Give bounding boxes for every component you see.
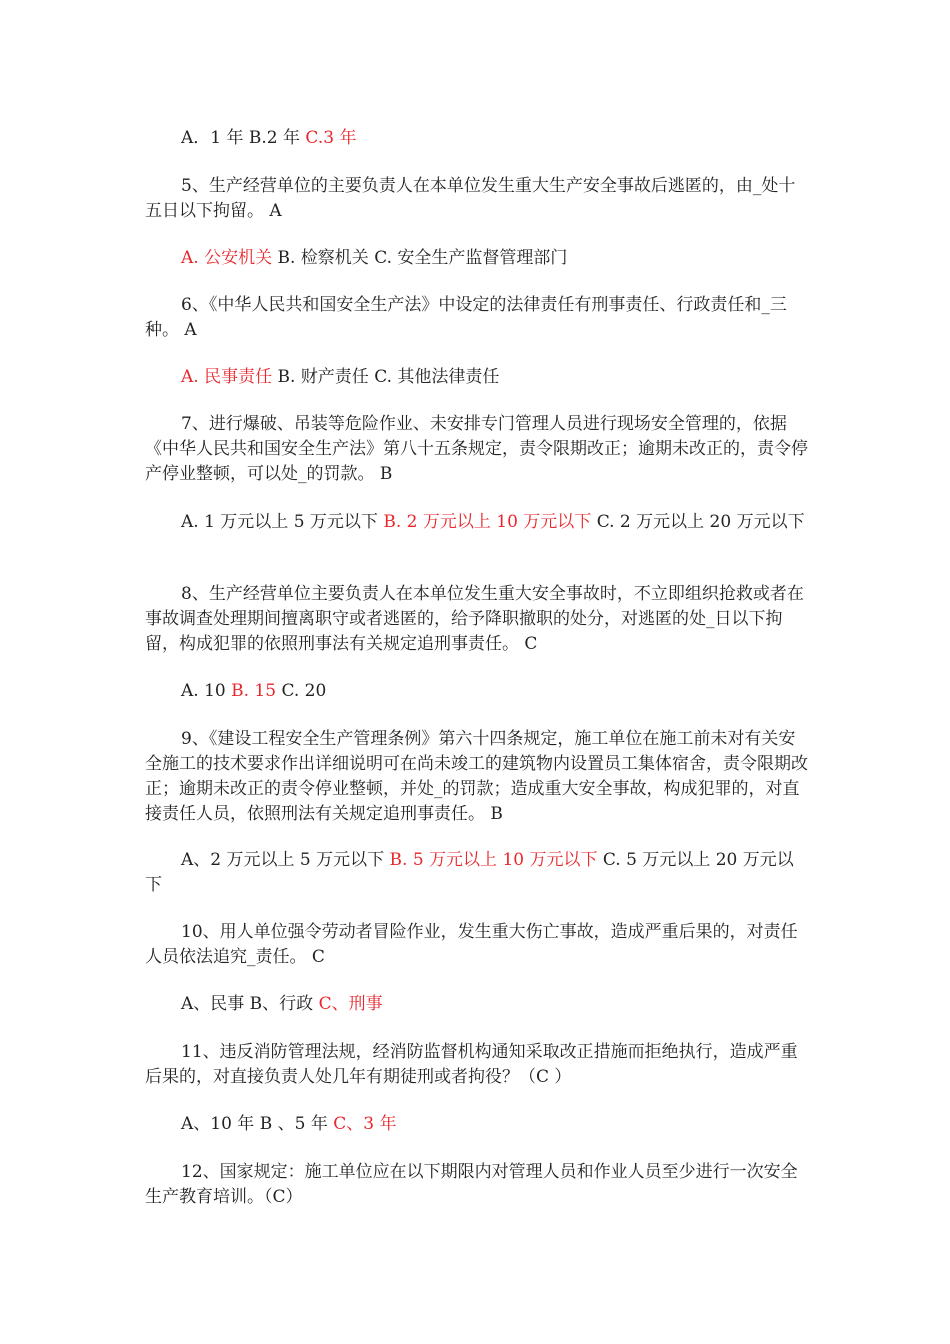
text-run: A、民事 B、行政	[181, 994, 319, 1014]
paragraph-q12	[145, 1160, 810, 1210]
text-run: 7、进行爆破、吊装等危险作业、未安排专门管理人员进行现场安全管理的，依据《中华人民共和国安全生产法》第八十五条规定，责令限期改正；逾期未改正的，责令停产停业整顿，可以处_的罚款。 B	[145, 414, 808, 484]
answer-highlight: C、刑事	[318, 994, 383, 1014]
answer-highlight: B. 5 万元以上 10 万元以下	[389, 850, 598, 870]
text-run: A、2 万元以上 5 万元以下	[181, 850, 390, 870]
text-run: B. 检察机关 C. 安全生产监督管理部门	[272, 248, 568, 268]
paragraph-q7	[145, 412, 810, 487]
answer-highlight: C、3 年	[333, 1114, 397, 1134]
answer-highlight: B. 2 万元以上 10 万元以下	[383, 512, 592, 532]
paragraph-opt5	[145, 246, 810, 271]
paragraph-opt9	[145, 848, 810, 898]
answer-highlight: A. 公安机关	[181, 248, 273, 268]
paragraph-q10	[145, 920, 810, 970]
text-run: 11、违反消防管理法规，经消防监督机构通知采取改正措施而拒绝执行，造成严重后果的，对直接负责人处几年有期徒刑或者拘役？（C ）	[145, 1042, 798, 1087]
text-run: 8、生产经营单位主要负责人在本单位发生重大安全事故时，不立即组织抢救或者在事故调查处理期间擅离职守或者逃匿的，给予降职撤职的处分，对逃匿的处_日以下拘留，构成犯罪的依照刑事法有关规定追刑事责任。 C	[145, 584, 804, 654]
text-run: A. 1 万元以上 5 万元以下	[181, 512, 384, 532]
answer-highlight: B. 15	[231, 681, 277, 701]
paragraph-opt8	[145, 679, 810, 704]
answer-highlight: C.3 年	[305, 128, 357, 148]
paragraph-q8	[145, 582, 810, 657]
text-run: 6、《中华人民共和国安全生产法》中设定的法律责任有刑事责任、行政责任和_三种。 A	[145, 295, 787, 340]
text-run: B. 财产责任 C. 其他法律责任	[272, 367, 500, 387]
text-run: 10、用人单位强令劳动者冒险作业，发生重大伤亡事故，造成严重后果的，对责任人员依法追究_责任。 C	[145, 922, 798, 967]
paragraph-opt7	[145, 510, 810, 535]
paragraph-q6	[145, 293, 810, 343]
text-run: A．1 年 B.2 年	[181, 128, 306, 148]
paragraph-q9	[145, 727, 810, 827]
paragraph-opt11	[145, 1112, 810, 1137]
text-run: 12、国家规定：施工单位应在以下期限内对管理人员和作业人员至少进行一次安全生产教育培训。（C）	[145, 1162, 798, 1207]
paragraph-q11	[145, 1040, 810, 1090]
paragraph-opt6	[145, 365, 810, 390]
text-run: 9、《建设工程安全生产管理条例》第六十四条规定，施工单位在施工前未对有关安全施工的技术要求作出详细说明可在尚未竣工的建筑物内设置员工集体宿舍，责令限期改正；逾期未改正的责令停业整顿，并处_的罚款；造成重大安全事故，构成犯罪的，对直接责任人员，依照刑法有关规定追刑事责任。 B	[145, 729, 808, 824]
text-run: C. 2 万元以上 20 万元以下	[591, 512, 805, 532]
text-run: A、10 年 B 、5 年	[181, 1114, 334, 1134]
text-run: C. 20	[276, 681, 327, 701]
paragraph-opt4	[145, 126, 810, 151]
text-run: A. 10	[181, 681, 232, 701]
paragraph-q5	[145, 174, 810, 224]
text-run: 5、生产经营单位的主要负责人在本单位发生重大生产安全事故后逃匿的，由_处十五日以下拘留。 A	[145, 176, 796, 221]
paragraph-opt10	[145, 992, 810, 1017]
answer-highlight: A. 民事责任	[181, 367, 273, 387]
text-run: C. 5 万元以上 20 万元以下	[145, 850, 794, 895]
